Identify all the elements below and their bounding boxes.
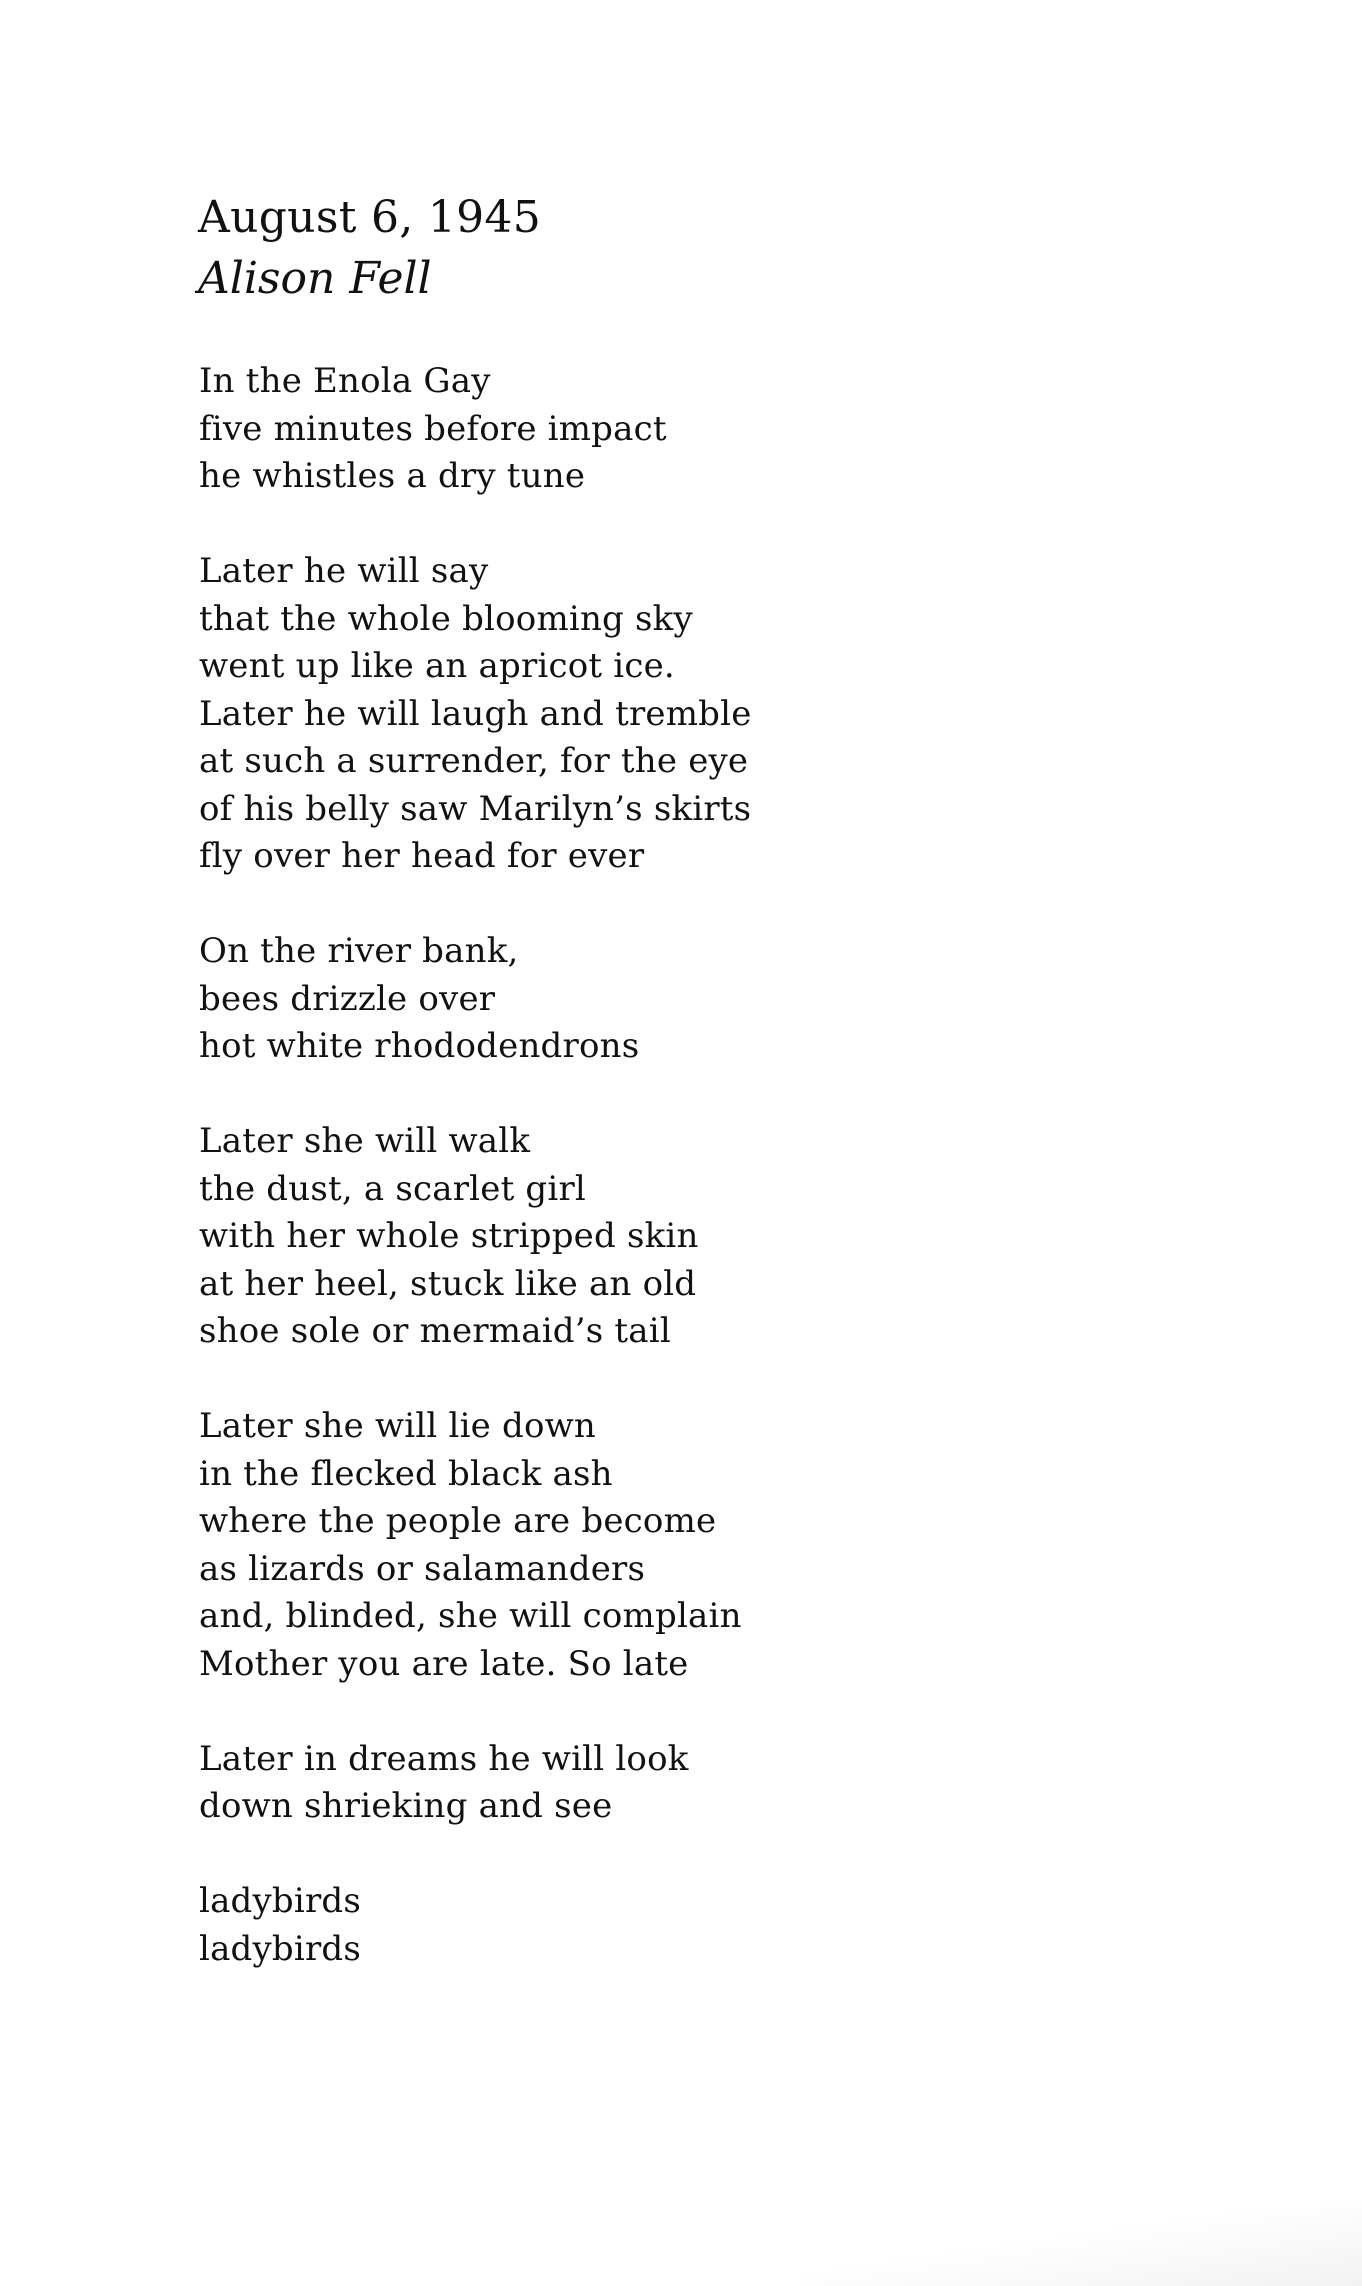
stanza-5 [199, 1403, 752, 1688]
poem-line: Later she will walk [199, 1121, 531, 1161]
poem-line: with her whole stripped skin [199, 1216, 699, 1256]
poem-line: In the Enola Gay [199, 361, 491, 401]
poem-line: bees drizzle over [199, 978, 496, 1019]
stanza-4 [199, 1118, 752, 1356]
poem-line: Mother you are late. So late [199, 1643, 689, 1684]
stanza-2 [199, 548, 752, 881]
poem-title: August 6, 1945 [198, 192, 542, 243]
poem-line: ladybirds [199, 1881, 362, 1921]
stanza-1 [199, 358, 752, 501]
poem-line: at her heel, stuck like an old [199, 1263, 697, 1304]
stanza-7 [199, 1878, 752, 1973]
poem-line: and, blinded, she will complain [199, 1596, 742, 1636]
poem-line: hot white rhododendrons [199, 1026, 640, 1066]
poem-line: shoe sole or mermaid’s tail [199, 1311, 671, 1351]
poem-line: he whistles a dry tune [199, 456, 586, 496]
poem-line: ladybirds [199, 1928, 362, 1969]
poem-line: fly over her head for ever [199, 836, 645, 876]
poem-line: as lizards or salamanders [199, 1548, 646, 1589]
poem-line: On the river bank, [199, 931, 519, 971]
poem-line: the dust, a scarlet girl [199, 1168, 587, 1209]
poem-body [199, 358, 752, 2021]
poem-line: Later she will lie down [199, 1406, 597, 1446]
poem-line: Later he will laugh and tremble [199, 693, 752, 734]
poem-line: down shrieking and see [199, 1786, 613, 1826]
stanza-3 [199, 928, 752, 1071]
poem-author: Alison Fell [198, 253, 432, 304]
poem-line: in the flecked black ash [199, 1453, 613, 1494]
stanza-6 [199, 1736, 752, 1831]
poem-line: of his belly saw Marilyn’s skirts [199, 788, 752, 829]
poem-line: Later in dreams he will look [199, 1738, 689, 1779]
poem-line: that the whole blooming sky [199, 598, 693, 639]
poem-line: Later he will say [199, 551, 489, 591]
poem-line: went up like an apricot ice. [199, 646, 675, 686]
poem-line: five minutes before impact [199, 408, 667, 449]
poem-line: where the people are become [199, 1501, 717, 1541]
poem-header [198, 188, 541, 310]
poem-line: at such a surrender, for the eye [199, 741, 749, 781]
